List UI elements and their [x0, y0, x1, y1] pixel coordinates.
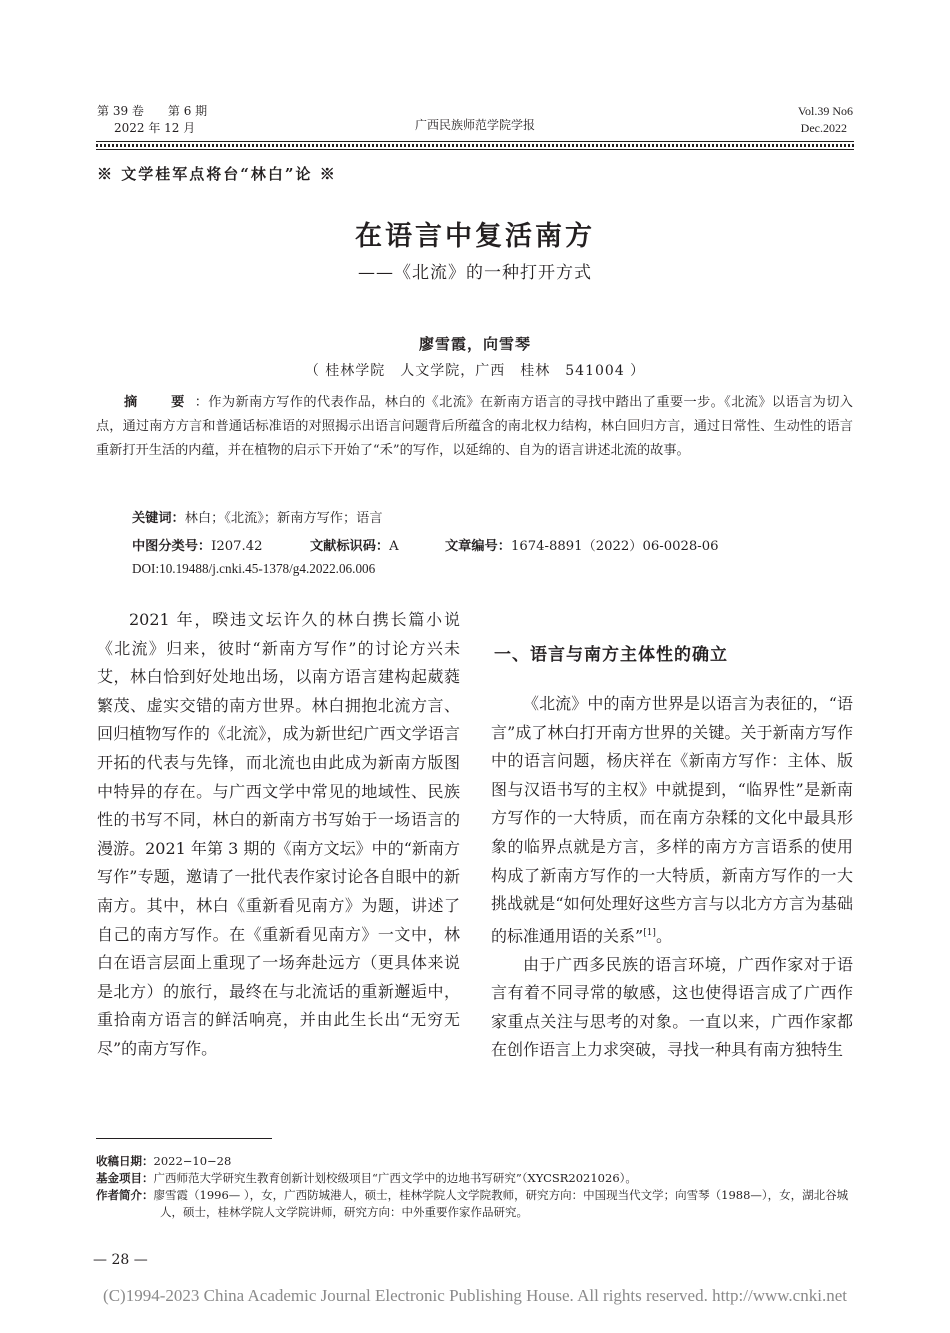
right-paragraph-1-end: 。 — [655, 926, 672, 946]
clc-label: 中图分类号： — [132, 539, 212, 554]
header-volume-issue: 第 39 卷 第 6 期 — [97, 104, 208, 118]
received-date: 2022−10−28 — [153, 1154, 232, 1168]
section-heading-1: 一、语言与南方主体性的确立 — [494, 645, 728, 665]
abstract — [96, 391, 853, 463]
affiliation: （ 桂林学院 人文学院，广西 桂林 541004 ） — [304, 363, 646, 379]
abstract-text: ：作为新南方写作的代表作品，林白的《北流》在新南方语言的寻找中踏出了重要一步。《北流》以语言为切入点，通过南方方言和普通话标准语的对照揭示出语言问题背后所蕴含的南北权力结构，林白回归方言，通过日常性、生动性的语言重新打开生活的内蕴，并在植物的启示下开始了“禾”的写作，以延绵的、自为的语言讲述北流的故事。 — [96, 395, 853, 458]
header-rule-top — [96, 141, 854, 142]
header-date-cn: 2022 年 12 月 — [114, 121, 196, 135]
document-code — [310, 536, 399, 558]
keywords-label: 关键词： — [132, 511, 185, 526]
header-journal-name: 广西民族师范学院学报 — [414, 118, 535, 132]
fund-label: 基金项目： — [96, 1171, 154, 1185]
received-label: 收稿日期： — [96, 1154, 154, 1168]
footnote-author-bio — [96, 1187, 853, 1221]
copyright-notice: (C)1994-2023 China Academic Journal Electronic Publishing House. All rights reserved. http://www.cnki.net — [103, 1286, 847, 1305]
header-date-en: Dec.2022 — [800, 121, 847, 135]
header-rule-bottom — [96, 149, 854, 150]
article-subtitle: ——《北流》的一种打开方式 — [358, 263, 592, 283]
footnote-divider — [96, 1138, 272, 1139]
abstract-label: 摘 要 — [124, 395, 195, 410]
article-number-label: 文章编号： — [445, 539, 511, 554]
section-tag: ※ 文学桂军点将台“林白”论 ※ — [97, 165, 337, 183]
article-title: 在语言中复活南方 — [355, 221, 595, 252]
clc-value: I207.42 — [211, 539, 263, 554]
fund-text: 广西师范大学研究生教育创新计划校级项目“广西文学中的边地书写研究”（XYCSR2021026）。 — [153, 1171, 637, 1185]
footnote-received — [96, 1153, 853, 1170]
doc-code-label: 文献标识码： — [310, 539, 390, 554]
bio-label: 作者简介： — [96, 1188, 154, 1202]
doc-code-value: A — [389, 539, 399, 554]
citation-ref[interactable]: [1] — [643, 927, 656, 938]
doi: DOI:10.19488/j.cnki.45-1378/g4.2022.06.006 — [132, 561, 376, 576]
right-paragraph-1-text: 《北流》中的南方世界是以语言为表征的，“语言”成了林白打开南方世界的关键。关于新南方写作中的语言问题，杨庆祥在《新南方写作：主体、版图与汉语书写的主权》中就提到，“临界性”是新南方写作的一大特质，而在南方杂糅的文化中最具形象的临界点就是方言，多样的南方方言语系的使用构成了新南方写作的一大特质，新南方写作的一大挑战就是“如何处理好这些方言与以北方方言为基础的标准通用语的关系” — [491, 694, 853, 946]
right-paragraph-2: 由于广西多民族的语言环境，广西作家对于语言有着不同寻常的敏感，这也使得语言成了广西作家重点关注与思考的对象。一直以来，广西作家都在创作语言上力求突破，寻找一种具有南方独特生 — [491, 954, 853, 1060]
keywords-text: 林白；《北流》；新南方写作；语言 — [184, 511, 383, 526]
article-number — [445, 536, 719, 558]
article-number-value: 1674-8891（2022）06-0028-06 — [510, 539, 719, 554]
clc-number — [132, 536, 262, 558]
left-column — [97, 606, 460, 1064]
header-rule-pattern — [96, 144, 854, 147]
right-column — [491, 690, 853, 1065]
right-paragraph-1 — [491, 690, 853, 951]
header-volume-en: Vol.39 No6 — [797, 104, 853, 118]
bio-text: 廖雪霞（1996— ），女，广西防城港人，硕士，桂林学院人文学院教师，研究方向：中国现当代文学；向雪琴（1988—），女，湖北谷城人，硕士，桂林学院人文学院讲师，研究方向：中外重要作家作品研究。 — [153, 1188, 849, 1219]
page-number: — 28 — — [93, 1252, 148, 1268]
left-paragraph-1: 2021 年，暌违文坛许久的林白携长篇小说《北流》归来，彼时“新南方写作”的讨论方兴未艾，林白恰到好处地出场，以南方语言建构起葳蕤繁茂、虚实交错的南方世界。林白拥抱北流方言、回归植物写作的《北流》，成为新世纪广西文学语言开拓的代表与先锋，而北流也由此成为新南方版图中特异的存在。与广西文学中常见的地域性、民族性的书写不同，林白的新南方书写始于一场语言的漫游。2021 年第 3 期的《南方文坛》中的“新南方写作”专题，邀请了一批代表作家讨论各自眼中的新南方。其中，林白《重新看见南方》为题，讲述了自己的南方写作。在《重新看见南方》一文中，林白在语言层面上重现了一场奔赴远方（更具体来说是北方）的旅行，最终在与北流话的重新邂逅中，重拾南方语言的鲜活响亮，并由此生长出“无穷无尽”的南方写作。 — [97, 610, 460, 1058]
authors: 廖雪霞，向雪琴 — [418, 335, 531, 353]
footnote-fund — [96, 1170, 853, 1187]
keywords — [132, 508, 383, 530]
